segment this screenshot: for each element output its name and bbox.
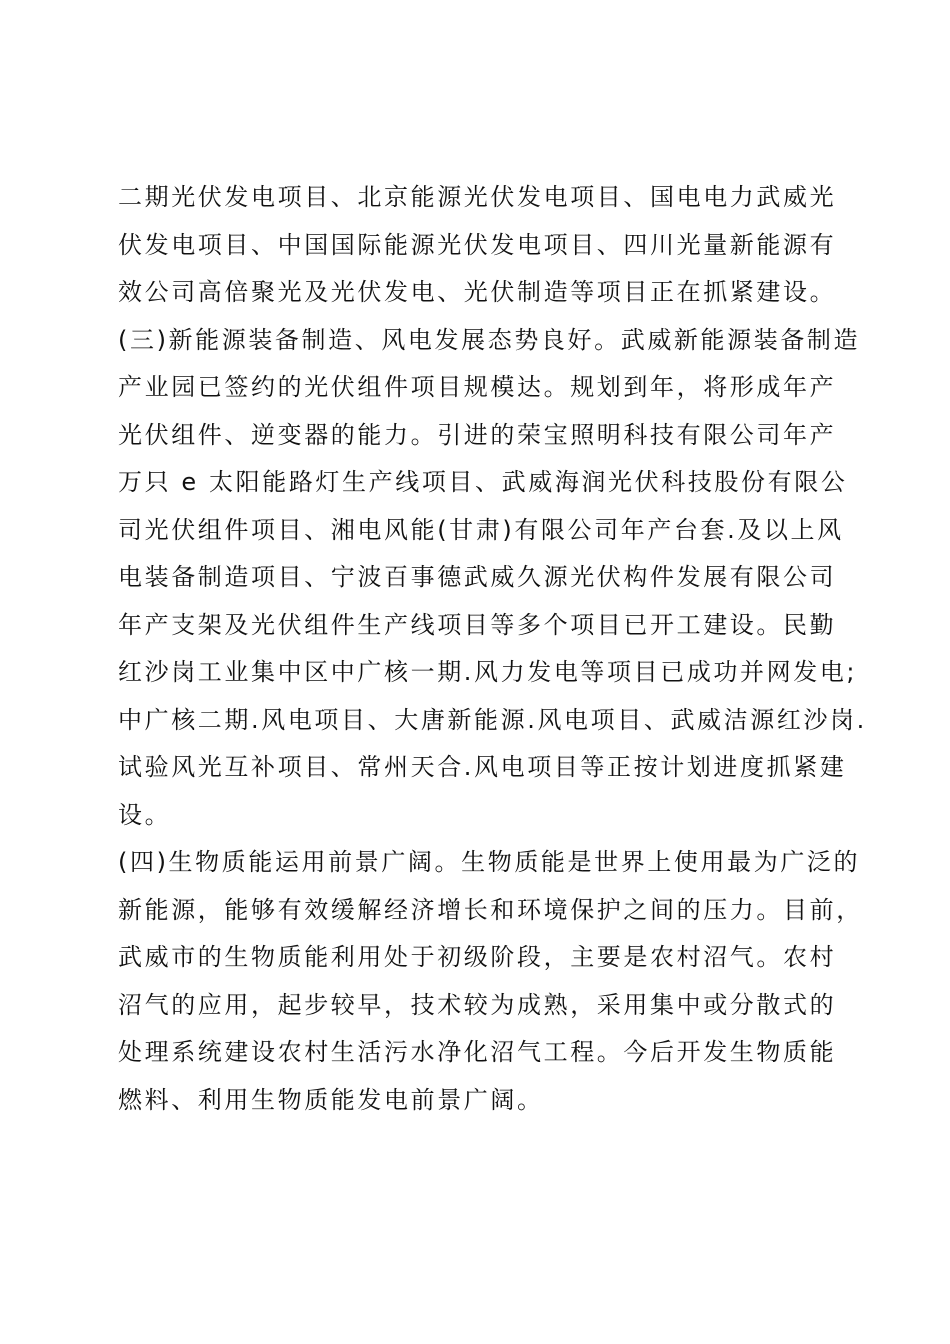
text-line: 电装备制造项目、宁波百事德武威久源光伏构件发展有限公司 [118, 563, 837, 591]
body-text [118, 174, 867, 1124]
text-line: 伏发电项目、中国国际能源光伏发电项目、四川光量新能源有 [118, 230, 837, 259]
text-line: 光伏组件、逆变器的能力。引进的荣宝照明科技有限公司年产 [118, 420, 837, 449]
text-line: 司光伏组件项目、湘电风能(甘肃)有限公司年产台套.及以上风 [118, 515, 844, 544]
text-line: 试验风光互补项目、常州天合.风电项目等正按计划进度抓紧建 [118, 753, 847, 781]
text-line: 万只 e 太阳能路灯生产线项目、武威海润光伏科技股份有限公 [118, 468, 848, 496]
text-line: 年产支架及光伏组件生产线项目等多个项目已开工建设。民勤 [118, 610, 837, 639]
text-line: 武威市的生物质能利用处于初级阶段，主要是农村沼气。农村 [118, 943, 837, 971]
section-heading-line: (四)生物质能运用前景广阔。生物质能是世界上使用最为广泛的 [118, 848, 861, 876]
text-line: 产业园已签约的光伏组件项目规模达。规划到年，将形成年产 [118, 373, 837, 401]
text-line: 二期光伏发电项目、北京能源光伏发电项目、国电电力武威光 [118, 183, 837, 211]
text-line: 效公司高倍聚光及光伏发电、光伏制造等项目正在抓紧建设。 [118, 278, 837, 306]
text-line: 红沙岗工业集中区中广核一期.风力发电等项目已成功并网发电; [118, 658, 858, 686]
section-heading-line: (三)新能源装备制造、风电发展态势良好。武威新能源装备制造 [118, 325, 861, 354]
text-line: 处理系统建设农村生活污水净化沼气工程。今后开发生物质能 [118, 1038, 837, 1066]
text-line: 设。 [118, 800, 172, 829]
text-line: 燃料、利用生物质能发电前景广阔。 [118, 1085, 544, 1114]
text-line: 新能源，能够有效缓解经济增长和环境保护之间的压力。目前， [118, 895, 863, 924]
text-line: 沼气的应用，起步较早，技术较为成熟，采用集中或分散式的 [118, 990, 837, 1019]
text-line: 中广核二期.风电项目、大唐新能源.风电项目、武威洁源红沙岗. [118, 705, 867, 734]
